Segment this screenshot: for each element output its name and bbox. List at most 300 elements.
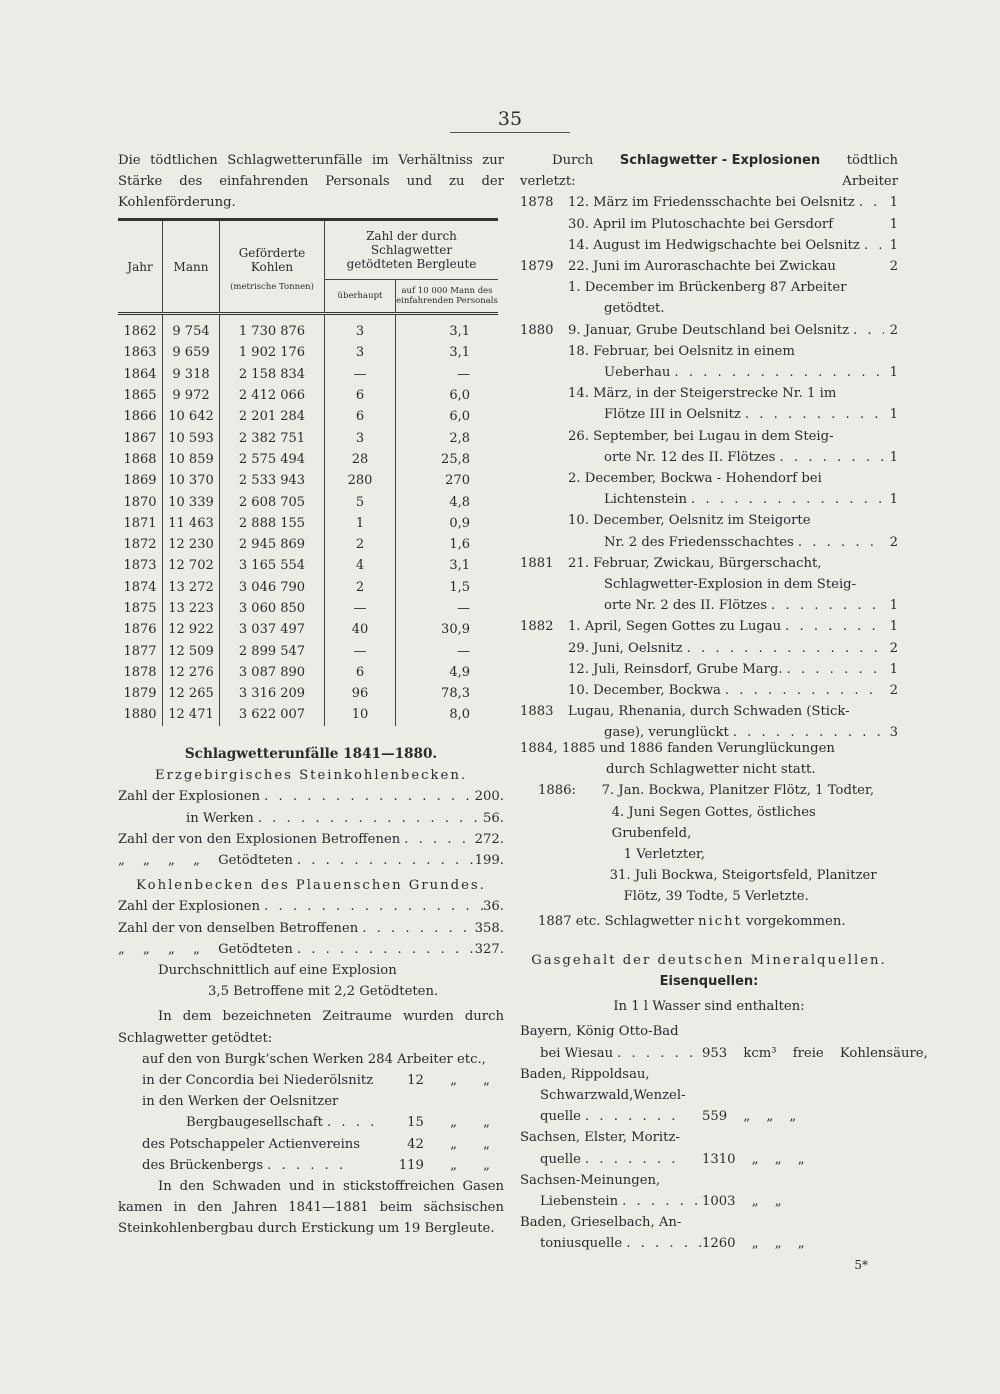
table-cell: 78,3 bbox=[396, 683, 499, 704]
table-cell: 6 bbox=[325, 406, 396, 427]
table-cell: 12 230 bbox=[163, 534, 220, 555]
event-count: 1 bbox=[889, 407, 898, 423]
intro-line-1 bbox=[520, 150, 898, 171]
table-caption-text: Die tödtlichen Schlagwetterunfälle im Verhältniss zur Stärke des einfahrenden Personals und zu der Kohlenförderung. bbox=[118, 153, 504, 211]
event-entry bbox=[520, 638, 898, 659]
event-text: 12. Juli, Reinsdorf, Grube Marg. bbox=[568, 661, 783, 677]
killed-label: des Brückenbergs bbox=[142, 1157, 264, 1173]
table-cell: 6,0 bbox=[396, 385, 499, 406]
table-cell: 2 bbox=[325, 534, 396, 555]
event-text: 14. März, in der Steigerstrecke Nr. 1 im bbox=[568, 386, 837, 402]
table-cell: 1877 bbox=[123, 643, 157, 659]
event-line bbox=[520, 404, 898, 425]
leader-dots bbox=[581, 1149, 679, 1170]
y1887-text: vorgekommen. bbox=[746, 913, 846, 929]
table-cell: 2 945 869 bbox=[220, 534, 325, 555]
leader-dots bbox=[783, 659, 884, 680]
table-cell: 3 046 790 bbox=[220, 577, 325, 598]
plauen-line-0 bbox=[118, 896, 504, 917]
event-line bbox=[520, 616, 898, 637]
table-cell: 1878 bbox=[123, 664, 157, 680]
table-cell: 10 bbox=[325, 704, 396, 725]
table-cell: 1 902 176 bbox=[220, 342, 325, 363]
table-cell: 6 bbox=[325, 385, 396, 406]
event-text: 9. Januar, Grube Deutschland bei Oelsnitz bbox=[568, 322, 850, 338]
table-row bbox=[118, 662, 498, 683]
event-count: 2 bbox=[889, 534, 898, 550]
event-line bbox=[520, 277, 898, 298]
spring-name: Baden, Grieselbach, An- bbox=[520, 1215, 682, 1231]
events-list bbox=[520, 192, 898, 743]
signature-mark: 5* bbox=[854, 1257, 868, 1272]
event-year: 1882 bbox=[520, 619, 554, 635]
table-caption bbox=[118, 150, 504, 214]
table-cell: 3 060 850 bbox=[220, 598, 325, 619]
event-line bbox=[520, 320, 898, 341]
table-cell: 4 bbox=[325, 555, 396, 576]
spring-name: Sachsen, Elster, Moritz- bbox=[520, 1130, 680, 1146]
event-line bbox=[520, 256, 898, 277]
spring-name: Liebenstein bbox=[540, 1194, 619, 1210]
table-cell: 3,1 bbox=[396, 314, 499, 343]
leader-dots bbox=[849, 320, 884, 341]
spring-name: Schwarzwald,Wenzel- bbox=[540, 1088, 686, 1104]
right-intro bbox=[520, 150, 898, 192]
col-kohlen-unit: (metrische Tonnen) bbox=[230, 281, 314, 292]
plauen-label: „ „ „ „ Getödteten bbox=[118, 941, 293, 957]
table-row bbox=[118, 683, 498, 704]
plauen-value: 358. bbox=[474, 920, 504, 936]
spring-name: quelle bbox=[540, 1109, 581, 1125]
table-row bbox=[118, 704, 498, 725]
col-mann: Mann bbox=[163, 220, 220, 314]
table-cell: 9 754 bbox=[163, 314, 220, 343]
table-cell: 1870 bbox=[123, 494, 157, 510]
table-cell: 1862 bbox=[123, 324, 157, 340]
table-cell: 3,1 bbox=[396, 342, 499, 363]
spring-line bbox=[520, 1021, 898, 1042]
fatalities-table bbox=[118, 218, 498, 726]
event-entry bbox=[520, 235, 898, 256]
event-text: gase), verunglückt bbox=[604, 725, 729, 741]
section-title: Schlagwetterunfälle 1841—1880. bbox=[184, 746, 438, 762]
spring-name: Baden, Rippoldsau, bbox=[520, 1066, 650, 1082]
event-text: 22. Juni im Auroraschachte bei Zwickau bbox=[568, 259, 836, 274]
table-cell: 10 339 bbox=[163, 491, 220, 512]
killed-label: des Potschappeler Actienvereins bbox=[142, 1136, 361, 1152]
event-text: 2. December, Bockwa - Hohendorf bei bbox=[568, 471, 822, 487]
table-cell: 1 730 876 bbox=[220, 314, 325, 343]
table-row bbox=[118, 314, 498, 343]
table-cell: 280 bbox=[325, 470, 396, 491]
killed-label: in der Concordia bei Niederölsnitz bbox=[142, 1073, 374, 1089]
period-intro: In dem bezeichneten Zeitraume wurden durch Schlagwetter getödtet: bbox=[118, 1009, 504, 1046]
eisen-title: Eisenquellen: bbox=[659, 974, 759, 990]
liter-line: In 1 l Wasser sind enthalten: bbox=[613, 999, 805, 1015]
event-text: Ueberhau bbox=[604, 365, 671, 381]
event-text: 26. September, bei Lugau in dem Steig- bbox=[568, 428, 834, 444]
event-text: Lugau, Rhenania, durch Schwaden (Stick- bbox=[568, 704, 850, 720]
table-cell: 2 bbox=[325, 577, 396, 598]
table-cell: 12 702 bbox=[163, 555, 220, 576]
event-count: 2 bbox=[889, 640, 898, 656]
erz-value: 199. bbox=[474, 853, 504, 869]
event-count: 1 bbox=[889, 365, 898, 381]
leader-dots bbox=[613, 1043, 702, 1064]
spring-line bbox=[520, 1233, 898, 1254]
event-text: Flötze III in Oelsnitz bbox=[604, 407, 741, 423]
table-cell: — bbox=[325, 640, 396, 661]
killed-line-3 bbox=[142, 1112, 504, 1133]
col-ueberhaupt: überhaupt bbox=[325, 280, 396, 314]
event-count: 1 bbox=[889, 237, 898, 253]
event-line bbox=[520, 383, 898, 404]
killed-line-1 bbox=[142, 1070, 504, 1091]
spring-value: 1003 „ „ bbox=[702, 1194, 782, 1210]
y1884-line-2: durch Schlagwetter nicht statt. bbox=[606, 762, 816, 778]
table-cell: 12 276 bbox=[163, 662, 220, 683]
springs-list bbox=[520, 1021, 928, 1254]
table-cell: 9 659 bbox=[163, 342, 220, 363]
col-zahl-label: Zahl der durch Schlagwetter getödteten Bergleute bbox=[346, 229, 477, 271]
table-row bbox=[118, 406, 498, 427]
event-year: 1878 bbox=[520, 195, 554, 211]
table-cell: 6 bbox=[325, 662, 396, 683]
table-cell: 1872 bbox=[123, 537, 157, 553]
table-cell: 13 272 bbox=[163, 577, 220, 598]
event-count: 2 bbox=[889, 683, 898, 699]
table-cell: — bbox=[396, 598, 499, 619]
intro-word: Durch bbox=[552, 153, 594, 168]
col-zahl bbox=[325, 220, 499, 280]
table-cell: 3 622 007 bbox=[220, 704, 325, 725]
table-row bbox=[118, 577, 498, 598]
table-row bbox=[118, 449, 498, 470]
leader-dots bbox=[855, 192, 884, 213]
spring-line bbox=[520, 1085, 898, 1106]
table-cell: 2 201 284 bbox=[220, 406, 325, 427]
table-row bbox=[118, 364, 498, 385]
table-cell: 1871 bbox=[123, 515, 157, 531]
table-row bbox=[118, 598, 498, 619]
event-entry bbox=[520, 680, 898, 701]
leader-dots bbox=[622, 1233, 702, 1254]
table-row bbox=[118, 342, 498, 363]
y1886-lines bbox=[602, 780, 898, 907]
table-cell: 3,1 bbox=[396, 555, 499, 576]
leader-dots bbox=[775, 447, 884, 468]
event-text: orte Nr. 12 des II. Flötzes bbox=[604, 449, 776, 465]
table-cell: 2 888 155 bbox=[220, 513, 325, 534]
table-cell: 3 bbox=[325, 427, 396, 448]
table-body bbox=[118, 314, 498, 726]
spring-line bbox=[520, 1064, 898, 1085]
event-line bbox=[520, 532, 898, 553]
plauen-value: 36. bbox=[483, 899, 504, 915]
event-text: 10. December, Bockwa bbox=[568, 683, 721, 699]
table-row bbox=[118, 555, 498, 576]
event-entry bbox=[520, 256, 898, 277]
plauen-title: Kohlenbecken des Plauenschen Grundes. bbox=[136, 878, 486, 894]
avg-line-2: 3,5 Betroffene mit 2,2 Getödteten. bbox=[208, 984, 439, 1000]
event-line bbox=[520, 447, 898, 468]
spring-line bbox=[520, 1043, 928, 1064]
erz-line-1 bbox=[118, 808, 504, 829]
spring-line bbox=[520, 1127, 898, 1148]
event-line bbox=[520, 426, 898, 447]
event-entry bbox=[520, 214, 898, 235]
table-cell: 10 370 bbox=[163, 470, 220, 491]
table-cell: 12 265 bbox=[163, 683, 220, 704]
intro-bold: Schlagwetter - Explosionen bbox=[619, 153, 821, 168]
gas-title: Gasgehalt der deutschen Mineralquellen. bbox=[531, 952, 887, 968]
table-cell: 1876 bbox=[123, 622, 157, 638]
event-text: Lichtenstein bbox=[604, 492, 688, 508]
leader-dots bbox=[670, 362, 884, 383]
y1887-emph: nicht bbox=[698, 913, 742, 929]
leader-dots bbox=[687, 489, 884, 510]
table-cell: 12 509 bbox=[163, 640, 220, 661]
event-entry bbox=[520, 320, 898, 341]
event-line bbox=[520, 362, 898, 383]
table-cell: 28 bbox=[325, 449, 396, 470]
spring-value: 953 kcm³ freie Kohlensäure, bbox=[702, 1045, 928, 1061]
y1887-line bbox=[520, 911, 898, 932]
table-cell: 40 bbox=[325, 619, 396, 640]
event-line bbox=[520, 214, 898, 235]
table-cell: 12 922 bbox=[163, 619, 220, 640]
y1886-line: Flötz, 39 Todte, 5 Verletzte. bbox=[623, 889, 809, 905]
killed-line-0: auf den von Burgk’schen Werken 284 Arbeiter etc., bbox=[142, 1051, 486, 1067]
table-cell: 9 972 bbox=[163, 385, 220, 406]
event-text: Nr. 2 des Friedensschachtes bbox=[604, 534, 794, 550]
erz-label: Zahl der von den Explosionen Betroffenen bbox=[118, 831, 401, 847]
table-cell: 8,0 bbox=[396, 704, 499, 725]
leader-dots bbox=[860, 235, 884, 256]
table-cell: 11 463 bbox=[163, 513, 220, 534]
table-cell: 1869 bbox=[123, 473, 157, 489]
table-cell: 9 318 bbox=[163, 364, 220, 385]
event-line bbox=[520, 298, 898, 319]
spring-value: 559 „ „ „ bbox=[702, 1109, 797, 1125]
table-cell: 1867 bbox=[123, 430, 157, 446]
event-entry bbox=[520, 426, 898, 468]
page-number-rule bbox=[450, 132, 570, 133]
table-cell: 96 bbox=[325, 683, 396, 704]
y1886-block bbox=[520, 780, 898, 907]
event-text: 14. August im Hedwigschachte bei Oelsnitz bbox=[568, 237, 860, 253]
event-text: getödtet. bbox=[604, 301, 665, 317]
killed-value: 15 „ „ bbox=[407, 1115, 490, 1131]
y1887-text: 1887 etc. Schlagwetter bbox=[538, 913, 694, 929]
table-cell: 3 037 497 bbox=[220, 619, 325, 640]
col-auf10000: auf 10 000 Mann des einfahrenden Personals bbox=[396, 280, 499, 314]
event-line bbox=[520, 680, 898, 701]
event-count: 1 bbox=[889, 195, 898, 211]
event-entry bbox=[520, 341, 898, 383]
spring-name: bei Wiesau bbox=[540, 1045, 614, 1061]
y1886-line: 1 Verletzter, bbox=[623, 847, 706, 863]
table-row bbox=[118, 513, 498, 534]
event-year: 1881 bbox=[520, 555, 554, 571]
event-text: Schlagwetter-Explosion in dem Steig- bbox=[604, 577, 857, 593]
table-cell: 1865 bbox=[123, 388, 157, 404]
table-cell: 10 859 bbox=[163, 449, 220, 470]
table-cell: 270 bbox=[396, 470, 499, 491]
table-row bbox=[118, 640, 498, 661]
table-cell: 3 316 209 bbox=[220, 683, 325, 704]
event-line bbox=[520, 235, 898, 256]
erz-label: in Werken bbox=[186, 810, 254, 826]
event-text: 18. Februar, bei Oelsnitz in einem bbox=[568, 343, 795, 359]
table-row bbox=[118, 491, 498, 512]
table-cell: 2 412 066 bbox=[220, 385, 325, 406]
table-cell: 10 642 bbox=[163, 406, 220, 427]
col-jahr: Jahr bbox=[127, 259, 153, 274]
spring-line bbox=[520, 1212, 898, 1233]
erz-label: Zahl der Explosionen bbox=[118, 789, 261, 805]
event-year: 1883 bbox=[520, 704, 554, 720]
event-entry bbox=[520, 659, 898, 680]
event-line bbox=[520, 701, 898, 722]
table-cell: 1868 bbox=[123, 451, 157, 467]
event-line bbox=[520, 341, 898, 362]
table-cell: 4,8 bbox=[396, 491, 499, 512]
spring-line bbox=[520, 1106, 898, 1127]
table-row bbox=[118, 534, 498, 555]
leader-dots bbox=[721, 680, 884, 701]
event-count: 2 bbox=[889, 259, 898, 274]
event-count: 3 bbox=[889, 725, 898, 741]
leader-dots bbox=[767, 595, 884, 616]
table-cell: 2 382 751 bbox=[220, 427, 325, 448]
y1886-label: 1886: bbox=[538, 783, 577, 799]
event-entry bbox=[520, 192, 898, 213]
table-cell: 5 bbox=[325, 491, 396, 512]
spring-line bbox=[520, 1149, 898, 1170]
table-cell: 1864 bbox=[123, 366, 157, 382]
plauen-label: Zahl der von denselben Betroffenen bbox=[118, 920, 359, 936]
table-cell: 1,6 bbox=[396, 534, 499, 555]
event-line bbox=[520, 468, 898, 489]
y1886-line: 7. Jan. Bockwa, Planitzer Flötz, 1 Todter, bbox=[601, 783, 875, 799]
table-row bbox=[118, 619, 498, 640]
table-cell: 1866 bbox=[123, 409, 157, 425]
event-text: 29. Juni, Oelsnitz bbox=[568, 640, 683, 656]
killed-value: 42 „ „ bbox=[407, 1136, 490, 1152]
table-cell: 1880 bbox=[123, 707, 157, 723]
col-kohlen-label: Geförderte Kohlen bbox=[238, 245, 306, 274]
table-cell: 3 bbox=[325, 314, 396, 343]
page-number: 35 bbox=[497, 108, 523, 130]
event-text: orte Nr. 2 des II. Flötzes bbox=[604, 598, 768, 614]
table-row bbox=[118, 385, 498, 406]
event-text: 1. April, Segen Gottes zu Lugau bbox=[568, 619, 782, 635]
killed-list bbox=[118, 1049, 504, 1176]
erz-value: 272. bbox=[474, 831, 504, 847]
table-row bbox=[118, 470, 498, 491]
event-year: 1880 bbox=[520, 322, 554, 338]
event-entry bbox=[520, 616, 898, 637]
killed-line-4 bbox=[142, 1134, 504, 1155]
event-line bbox=[520, 489, 898, 510]
event-line bbox=[520, 192, 898, 213]
event-count: 1 bbox=[889, 492, 898, 508]
plauen-value: 327. bbox=[474, 941, 504, 957]
event-count: 2 bbox=[889, 322, 898, 338]
leader-dots bbox=[683, 638, 884, 659]
table-cell: 1863 bbox=[123, 345, 157, 361]
event-line bbox=[520, 595, 898, 616]
event-entry bbox=[520, 510, 898, 552]
intro-left: verletzt: bbox=[520, 174, 576, 190]
erz-title: Erzgebirgisches Steinkohlenbecken. bbox=[154, 768, 468, 784]
avg-line-1: Durchschnittlich auf eine Explosion bbox=[158, 963, 397, 979]
spring-value: 1310 „ „ „ bbox=[702, 1151, 805, 1167]
table-cell: 1875 bbox=[123, 601, 157, 616]
table-cell: 13 223 bbox=[163, 598, 220, 619]
event-count: 1 bbox=[889, 619, 898, 635]
table-cell: 2 575 494 bbox=[220, 449, 325, 470]
intro-line-2 bbox=[520, 171, 898, 192]
event-entry bbox=[520, 383, 898, 425]
erz-label: „ „ „ „ Getödteten bbox=[118, 853, 293, 869]
event-line bbox=[520, 510, 898, 531]
leader-dots bbox=[618, 1191, 702, 1212]
leader-dots bbox=[581, 1106, 679, 1127]
table-cell: 1 bbox=[325, 513, 396, 534]
table-cell: — bbox=[396, 640, 499, 661]
intro-word: tödtlich bbox=[846, 153, 898, 168]
event-line bbox=[520, 574, 898, 595]
event-entry bbox=[520, 468, 898, 510]
table-cell: 12 471 bbox=[163, 704, 220, 725]
event-text: 30. April im Plutoschachte bei Gersdorf bbox=[568, 216, 834, 232]
spring-line bbox=[520, 1191, 898, 1212]
killed-value: 12 „ „ bbox=[407, 1073, 490, 1089]
left-lower bbox=[118, 744, 504, 1240]
table-cell: — bbox=[325, 364, 396, 385]
table-cell: 2 608 705 bbox=[220, 491, 325, 512]
plauen-label: Zahl der Explosionen bbox=[118, 899, 261, 915]
erz-line-0 bbox=[118, 786, 504, 807]
col-kohlen bbox=[220, 220, 325, 314]
spring-name: toniusquelle bbox=[540, 1236, 623, 1252]
table-cell: 2,8 bbox=[396, 427, 499, 448]
table-cell: 0,9 bbox=[396, 513, 499, 534]
table-cell: 30,9 bbox=[396, 619, 499, 640]
event-text: 12. März im Friedensschachte bei Oelsnitz bbox=[568, 195, 855, 211]
spring-name: Sachsen-Meinungen, bbox=[520, 1172, 661, 1188]
table-cell: 1,5 bbox=[396, 577, 499, 598]
event-count: 1 bbox=[889, 661, 898, 677]
table-cell: 2 533 943 bbox=[220, 470, 325, 491]
table-cell: 4,9 bbox=[396, 662, 499, 683]
killed-value: 119 „ „ bbox=[398, 1157, 490, 1173]
erz-line-3 bbox=[118, 850, 504, 871]
table-cell: 1874 bbox=[123, 579, 157, 595]
spring-name: quelle bbox=[540, 1151, 581, 1167]
table-cell: 1879 bbox=[123, 686, 157, 702]
event-text: 21. Februar, Zwickau, Bürgerschacht, bbox=[568, 555, 822, 571]
event-entry bbox=[520, 553, 898, 617]
event-text: 1. December im Brückenberg 87 Arbeiter bbox=[568, 280, 847, 296]
table-cell: 3 087 890 bbox=[220, 662, 325, 683]
erz-line-2 bbox=[118, 829, 504, 850]
event-entry bbox=[520, 277, 898, 319]
erz-value: 200. bbox=[474, 789, 504, 805]
table-cell: — bbox=[325, 598, 396, 619]
